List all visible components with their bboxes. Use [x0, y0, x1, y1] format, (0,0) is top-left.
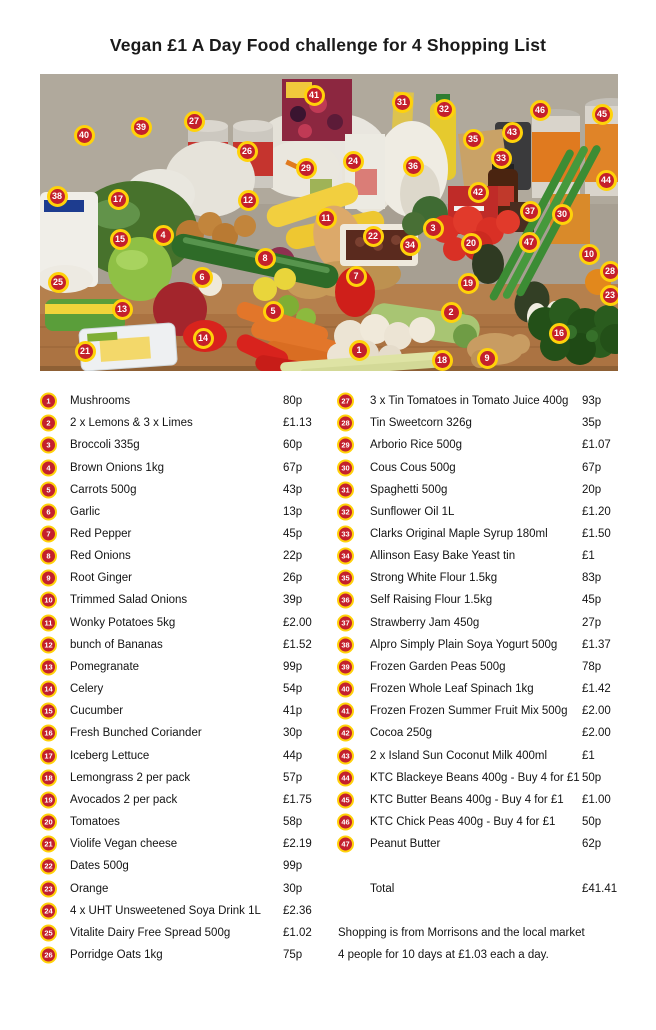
photo-marker-17: 17: [108, 189, 129, 210]
item-price: 30p: [283, 727, 303, 740]
item-label: Celery: [70, 683, 104, 696]
photo-marker-11: 11: [316, 208, 337, 229]
list-item: [40, 390, 330, 412]
item-number-badge: 8: [40, 548, 57, 565]
item-label: KTC Blackeye Beans 400g - Buy 4 for £1: [370, 771, 580, 784]
item-label: Pomegranate: [70, 660, 140, 673]
item-price: £1.42: [582, 683, 611, 696]
photo-marker-15: 15: [110, 229, 131, 250]
item-number-badge: 19: [40, 791, 57, 808]
item-label: KTC Butter Beans 400g - Buy 4 for £1: [370, 793, 564, 806]
item-price: 80p: [283, 395, 303, 408]
item-number-badge: 33: [337, 526, 354, 543]
item-price: 45p: [582, 594, 602, 607]
list-item: [40, 855, 330, 877]
item-label: Iceberg Lettuce: [70, 749, 150, 762]
list-item: [337, 501, 627, 523]
item-number-badge: 15: [40, 703, 57, 720]
photo-marker-37: 37: [520, 201, 541, 222]
photo-marker-8: 8: [255, 248, 276, 269]
item-number-badge: 27: [337, 393, 354, 410]
item-price: 50p: [582, 771, 602, 784]
item-label: Tin Sweetcorn 326g: [370, 417, 472, 430]
item-price: 78p: [582, 660, 602, 673]
item-price: 93p: [582, 395, 602, 408]
photo-marker-16: 16: [549, 323, 570, 344]
item-price: £1.00: [582, 793, 611, 806]
list-item: [40, 678, 330, 700]
list-item: [337, 523, 627, 545]
photo-marker-18: 18: [432, 350, 453, 371]
item-price: 35p: [582, 417, 602, 430]
photo-marker-35: 35: [463, 129, 484, 150]
list-item: [40, 877, 330, 899]
item-price: 27p: [582, 616, 602, 629]
item-number-badge: 36: [337, 592, 354, 609]
photo: [40, 74, 618, 371]
list-item: [40, 523, 330, 545]
item-label: Sunflower Oil 1L: [370, 505, 455, 518]
note-line-1: Shopping is from Morrisons and the local market: [338, 926, 585, 939]
item-number-badge: 10: [40, 592, 57, 609]
list-item: [40, 811, 330, 833]
item-label: Broccoli 335g: [70, 439, 140, 452]
item-label: 2 x Lemons & 3 x Limes: [70, 417, 193, 430]
photo-marker-9: 9: [477, 348, 498, 369]
photo-marker-2: 2: [441, 302, 462, 323]
list-item: [40, 700, 330, 722]
list-item: [337, 700, 627, 722]
item-label: Trimmed Salad Onions: [70, 594, 188, 607]
list-item: [40, 745, 330, 767]
item-price: 45p: [283, 528, 303, 541]
page-title: Vegan £1 A Day Food challenge for 4 Shopping List: [109, 35, 547, 55]
item-price: £1.37: [582, 638, 611, 651]
list-item: [337, 567, 627, 589]
item-price: £1.13: [283, 417, 312, 430]
item-label: Frozen Garden Peas 500g: [370, 660, 506, 673]
photo-marker-19: 19: [458, 273, 479, 294]
item-label: Vitalite Dairy Free Spread 500g: [70, 926, 231, 939]
list-item: [337, 390, 627, 412]
note-line-2: 4 people for 10 days at £1.03 each a day.: [338, 948, 549, 961]
note-row: [337, 922, 627, 944]
list-item: [40, 501, 330, 523]
item-label: Tomatoes: [70, 816, 120, 829]
list-item: [40, 944, 330, 966]
list-item: [40, 545, 330, 567]
photo-marker-44: 44: [596, 170, 617, 191]
photo-marker-32: 32: [434, 99, 455, 120]
item-label: Fresh Bunched Coriander: [70, 727, 202, 740]
item-price: 41p: [283, 705, 303, 718]
item-label: Lemongrass 2 per pack: [70, 771, 191, 784]
item-price: 67p: [582, 461, 602, 474]
photo-marker-4: 4: [153, 225, 174, 246]
item-number-badge: 18: [40, 769, 57, 786]
item-price: £2.00: [582, 727, 611, 740]
item-price: 99p: [283, 660, 303, 673]
item-price: 60p: [283, 439, 303, 452]
photo-marker-23: 23: [600, 285, 619, 306]
item-price: £2.19: [283, 838, 312, 851]
list-item: [40, 656, 330, 678]
item-price: 26p: [283, 572, 303, 585]
item-number-badge: 42: [337, 725, 354, 742]
item-label: 3 x Tin Tomatoes in Tomato Juice 400g: [370, 395, 569, 408]
item-number-badge: 39: [337, 658, 354, 675]
item-price: £1: [582, 550, 595, 563]
item-label: Violife Vegan cheese: [70, 838, 178, 851]
item-number-badge: 9: [40, 570, 57, 587]
item-number-badge: 24: [40, 902, 57, 919]
item-price: 67p: [283, 461, 303, 474]
item-price: £2.00: [283, 616, 312, 629]
photo-marker-29: 29: [296, 158, 317, 179]
item-number-badge: 23: [40, 880, 57, 897]
photo-marker-20: 20: [461, 233, 482, 254]
photo-marker-43: 43: [502, 122, 523, 143]
item-number-badge: 29: [337, 437, 354, 454]
photo-marker-28: 28: [600, 261, 619, 282]
list-item: [40, 434, 330, 456]
item-label: Arborio Rice 500g: [370, 439, 463, 452]
item-number-badge: 41: [337, 703, 354, 720]
item-label: Garlic: [70, 505, 101, 518]
total-row: [337, 877, 627, 899]
total-label: Total: [370, 882, 395, 895]
item-number-badge: 46: [337, 814, 354, 831]
list-item: [40, 567, 330, 589]
list-item: [40, 922, 330, 944]
item-label: 2 x Island Sun Coconut Milk 400ml: [370, 749, 548, 762]
item-label: KTC Chick Peas 400g - Buy 4 for £1: [370, 816, 556, 829]
list-item: [337, 612, 627, 634]
item-number-badge: 38: [337, 636, 354, 653]
item-price: 58p: [283, 816, 303, 829]
item-price: £1.20: [582, 505, 611, 518]
photo-marker-1: 1: [349, 340, 370, 361]
item-number-badge: 3: [40, 437, 57, 454]
item-number-badge: 11: [40, 614, 57, 631]
item-price: £2.36: [283, 904, 312, 917]
item-price: 57p: [283, 771, 303, 784]
item-price: 20p: [582, 483, 602, 496]
item-number-badge: 34: [337, 548, 354, 565]
list-item: [40, 789, 330, 811]
item-number-badge: 6: [40, 503, 57, 520]
photo-marker-40: 40: [74, 125, 95, 146]
item-number-badge: 17: [40, 747, 57, 764]
list-item: [337, 412, 627, 434]
list-item: [337, 545, 627, 567]
photo-marker-14: 14: [193, 328, 214, 349]
list-item: [40, 412, 330, 434]
list-item: [40, 833, 330, 855]
item-number-badge: 40: [337, 681, 354, 698]
photo-marker-26: 26: [237, 141, 258, 162]
item-price: 43p: [283, 483, 303, 496]
item-number-badge: 28: [337, 415, 354, 432]
spacer-row: [337, 855, 627, 877]
item-number-badge: 44: [337, 769, 354, 786]
photo-marker-22: 22: [363, 226, 384, 247]
item-number-badge: 16: [40, 725, 57, 742]
photo-marker-34: 34: [400, 235, 421, 256]
photo-marker-45: 45: [592, 104, 613, 125]
list-item: [40, 612, 330, 634]
item-label: Avocados 2 per pack: [70, 793, 178, 806]
item-label: Frozen Frozen Summer Fruit Mix 500g: [370, 705, 568, 718]
item-label: Brown Onions 1kg: [70, 461, 164, 474]
item-label: 4 x UHT Unsweetened Soya Drink 1L: [70, 904, 261, 917]
item-number-badge: 25: [40, 924, 57, 941]
item-number-badge: 47: [337, 836, 354, 853]
item-price: 62p: [582, 838, 602, 851]
item-number-badge: 13: [40, 658, 57, 675]
list-column-right: [337, 390, 627, 966]
item-label: Clarks Original Maple Syrup 180ml: [370, 528, 548, 541]
item-price: £1: [582, 749, 595, 762]
list-item: [337, 767, 627, 789]
item-price: £1.52: [283, 638, 312, 651]
spacer-row: [337, 900, 627, 922]
photo-marker-10: 10: [579, 244, 600, 265]
item-number-badge: 30: [337, 459, 354, 476]
item-label: bunch of Bananas: [70, 638, 163, 651]
item-label: Dates 500g: [70, 860, 129, 873]
photo-marker-27: 27: [184, 111, 205, 132]
item-price: £1.02: [283, 926, 312, 939]
list-item: [40, 900, 330, 922]
item-price: £2.00: [582, 705, 611, 718]
item-label: Allinson Easy Bake Yeast tin: [370, 550, 516, 563]
list-item: [337, 811, 627, 833]
item-label: Peanut Butter: [370, 838, 441, 851]
photo-marker-41: 41: [304, 85, 325, 106]
list-item: [337, 634, 627, 656]
list-item: [337, 678, 627, 700]
list-item: [40, 722, 330, 744]
item-label: Strong White Flour 1.5kg: [370, 572, 498, 585]
item-label: Root Ginger: [70, 572, 133, 585]
item-price: 83p: [582, 572, 602, 585]
photo-marker-47: 47: [519, 232, 540, 253]
item-label: Alpro Simply Plain Soya Yogurt 500g: [370, 638, 558, 651]
item-price: 39p: [283, 594, 303, 607]
item-number-badge: 14: [40, 681, 57, 698]
photo-marker-21: 21: [75, 341, 96, 362]
list-item: [337, 789, 627, 811]
item-price: 99p: [283, 860, 303, 873]
list-item: [337, 434, 627, 456]
item-label: Strawberry Jam 450g: [370, 616, 480, 629]
photo-marker-39: 39: [131, 117, 152, 138]
item-price: £1.07: [582, 439, 611, 452]
item-label: Cucumber: [70, 705, 124, 718]
item-number-badge: 35: [337, 570, 354, 587]
list-item: [40, 589, 330, 611]
item-label: Orange: [70, 882, 109, 895]
item-number-badge: 20: [40, 814, 57, 831]
item-number-badge: 1: [40, 393, 57, 410]
item-number-badge: 2: [40, 415, 57, 432]
item-number-badge: 7: [40, 526, 57, 543]
photo-marker-24: 24: [343, 151, 364, 172]
list-column-left: [40, 390, 330, 966]
item-label: Red Onions: [70, 550, 131, 563]
item-label: Spaghetti 500g: [370, 483, 448, 496]
item-label: Carrots 500g: [70, 483, 137, 496]
list-item: [337, 656, 627, 678]
item-price: 30p: [283, 882, 303, 895]
item-number-badge: 21: [40, 836, 57, 853]
list-item: [337, 456, 627, 478]
item-price: £1.50: [582, 528, 611, 541]
item-number-badge: 37: [337, 614, 354, 631]
item-label: Mushrooms: [70, 395, 131, 408]
item-number-badge: 45: [337, 791, 354, 808]
item-label: Wonky Potatoes 5kg: [70, 616, 176, 629]
list-item: [337, 745, 627, 767]
list-item: [337, 589, 627, 611]
photo-marker-12: 12: [238, 190, 259, 211]
photo-marker-25: 25: [48, 272, 69, 293]
item-number-badge: 43: [337, 747, 354, 764]
photo-marker-31: 31: [392, 92, 413, 113]
item-price: 13p: [283, 505, 303, 518]
list-item: [40, 767, 330, 789]
photo-marker-30: 30: [552, 204, 573, 225]
list-item: [337, 833, 627, 855]
photo-marker-6: 6: [192, 267, 213, 288]
item-number-badge: 12: [40, 636, 57, 653]
photo-marker-33: 33: [491, 148, 512, 169]
item-number-badge: 22: [40, 858, 57, 875]
photo-marker-7: 7: [346, 266, 367, 287]
item-label: Cocoa 250g: [370, 727, 433, 740]
item-label: Red Pepper: [70, 528, 132, 541]
item-price: 44p: [283, 749, 303, 762]
photo-marker-3: 3: [423, 218, 444, 239]
list-item: [40, 479, 330, 501]
list-item: [40, 634, 330, 656]
item-number-badge: 32: [337, 503, 354, 520]
total-value: £41.41: [582, 882, 618, 895]
item-price: £1.75: [283, 793, 312, 806]
list-item: [337, 479, 627, 501]
item-price: 75p: [283, 948, 303, 961]
item-label: Self Raising Flour 1.5kg: [370, 594, 493, 607]
note-row: [337, 944, 627, 966]
photo-marker-46: 46: [530, 100, 551, 121]
list-item: [337, 722, 627, 744]
photo-marker-13: 13: [112, 299, 133, 320]
item-label: Cous Cous 500g: [370, 461, 456, 474]
item-number-badge: 31: [337, 481, 354, 498]
item-number-badge: 4: [40, 459, 57, 476]
item-label: Porridge Oats 1kg: [70, 948, 163, 961]
item-price: 50p: [582, 816, 602, 829]
item-price: 54p: [283, 683, 303, 696]
item-price: 22p: [283, 550, 303, 563]
photo-marker-42: 42: [468, 182, 489, 203]
photo-marker-36: 36: [403, 156, 424, 177]
item-number-badge: 5: [40, 481, 57, 498]
item-label: Frozen Whole Leaf Spinach 1kg: [370, 683, 534, 696]
photo-marker-38: 38: [47, 186, 68, 207]
list-item: [40, 456, 330, 478]
photo-marker-5: 5: [263, 301, 284, 322]
item-number-badge: 26: [40, 946, 57, 963]
